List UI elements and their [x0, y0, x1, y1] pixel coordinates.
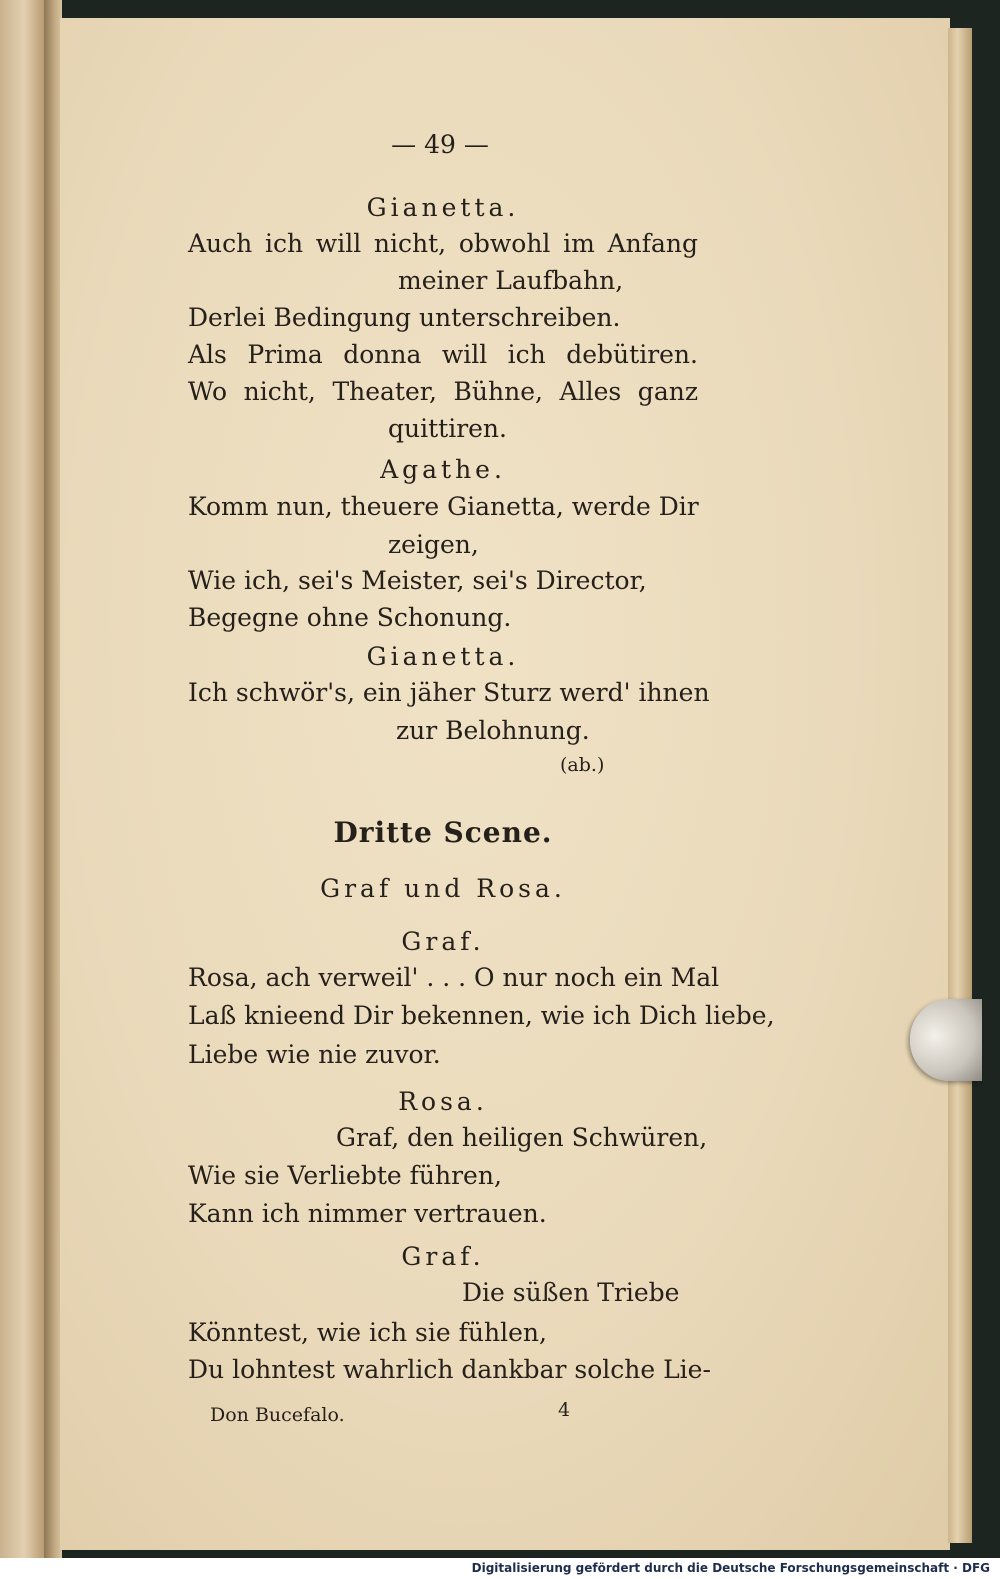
- verse-line: Wie ich, sei's Meister, sei's Director,: [188, 566, 647, 595]
- verse-line: Ich schwör's, ein jäher Sturz werd' ihnen: [188, 678, 710, 707]
- verse-line: Komm nun, theuere Gianetta, werde Dir: [188, 492, 699, 521]
- speaker-graf: Graf.: [401, 1242, 485, 1271]
- verse-line: Derlei Bedingung unterschreiben.: [188, 303, 621, 332]
- speaker-gianetta: Gianetta.: [366, 642, 520, 671]
- verse-line: Wo nicht, Theater, Bühne, Alles ganz: [188, 377, 698, 406]
- verse-line: Die süßen Triebe: [462, 1278, 680, 1307]
- left-page-edge: [0, 0, 44, 1558]
- scene-heading: Dritte Scene.: [333, 816, 553, 849]
- speaker-gianetta: Gianetta.: [366, 193, 520, 222]
- verse-line: Könntest, wie ich sie fühlen,: [188, 1318, 547, 1347]
- footer-title: Don Bucefalo.: [210, 1404, 345, 1426]
- verse-line: Auch ich will nicht, obwohl im Anfang: [188, 229, 698, 258]
- verse-line: meiner Laufbahn,: [398, 266, 624, 295]
- verse-line: Rosa, ach verweil' . . . O nur noch ein Mal: [188, 963, 720, 992]
- verse-line: zur Belohnung.: [396, 716, 590, 745]
- signature-mark: 4: [558, 1399, 571, 1421]
- scene-characters: Graf und Rosa.: [320, 874, 566, 903]
- page-stack-edge: [948, 28, 972, 1543]
- verse-line: Als Prima donna will ich debütiren.: [188, 340, 698, 369]
- page-number: — 49 —: [391, 130, 489, 159]
- verse-line: quittiren.: [388, 414, 507, 443]
- verse-line: Wie sie Verliebte führen,: [188, 1161, 502, 1190]
- verse-line: zeigen,: [388, 530, 479, 559]
- verse-line: Graf, den heiligen Schwüren,: [336, 1123, 708, 1152]
- verse-line: Laß knieend Dir bekennen, wie ich Dich liebe,: [188, 1001, 775, 1030]
- stage-direction: (ab.): [560, 754, 605, 776]
- page-turn-tab[interactable]: [910, 999, 982, 1081]
- speaker-agathe: Agathe.: [380, 455, 506, 484]
- speaker-graf: Graf.: [401, 927, 485, 956]
- verse-line: Kann ich nimmer vertrauen.: [188, 1199, 547, 1228]
- speaker-rosa: Rosa.: [398, 1087, 488, 1116]
- verse-line: Du lohntest wahrlich dankbar solche Lie-: [188, 1355, 711, 1384]
- scan-credit: Digitalisierung gefördert durch die Deutsche Forschungsgemeinschaft · DFG: [471, 1561, 990, 1575]
- verse-line: Liebe wie nie zuvor.: [188, 1040, 441, 1069]
- verse-line: Begegne ohne Schonung.: [188, 603, 512, 632]
